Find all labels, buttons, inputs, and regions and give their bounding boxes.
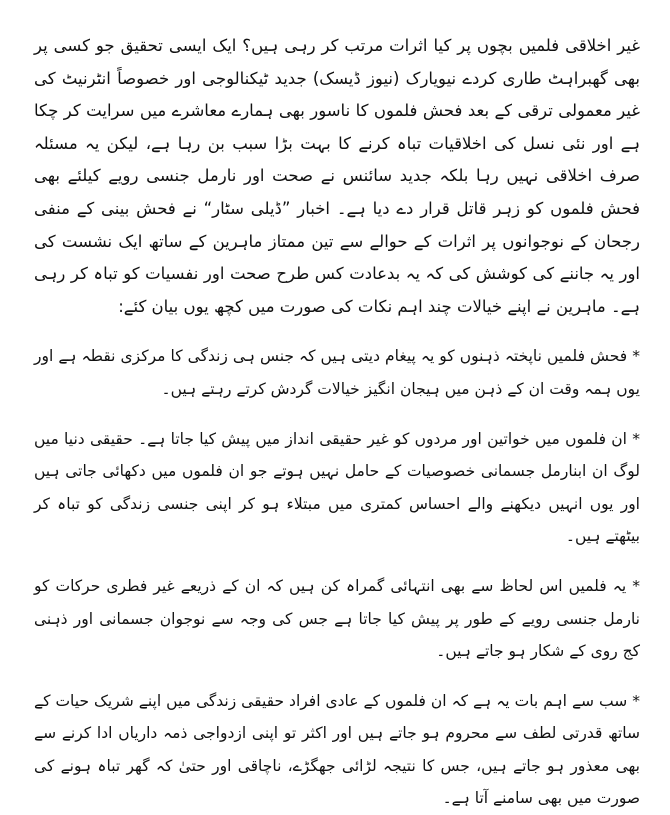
paragraph-spacer (34, 406, 640, 423)
paragraph-spacer (34, 553, 640, 570)
point-1-paragraph: * فحش فلمیں ناپختہ ذہنوں کو یہ پیغام دیتی ہیں کہ جنس ہی زندگی کا مرکزی نقطہ ہے اور یوں ہمہ وقت ان کے ذہن میں ہیجان انگیز خیالات گردش کرتے رہتے ہیں۔ (34, 347, 640, 398)
paragraph-spacer (34, 323, 640, 340)
point-2-paragraph: * ان فلموں میں خواتین اور مردوں کو غیر حقیقی انداز میں پیش کیا جاتا ہے۔ حقیقی دنیا میں لوگ ان ابنارمل جسمانی خصوصیات کے حامل نہیں ہوتے جو ان فلموں میں دکھائی جاتی ہیں اور یوں انہیں دیکھنے والے احساس کمتری میں مبتلاء ہو کر اپنی جنسی زندگی کو تباہ کر بیٹھتے ہیں۔ (34, 429, 640, 546)
article-intro-paragraph: غیر اخلاقی فلمیں بچوں پر کیا اثرات مرتب کر رہی ہیں؟ ایک ایسی تحقیق جو کسی پر بھی گھبراہٹ طاری کردے نیویارک (نیوز ڈیسک) جدید ٹیکنالوجی اور خصوصاً انٹرنیٹ کی غیر معمولی ترقی کے بعد فحش فلموں کا ناسور بھی ہمارے معاشرے میں سرایت کر چکا ہے اور نئی نسل کی اخلاقیات تباہ کرنے کا بہت بڑا سبب بن رہا ہے، لیکن یہ مسئلہ صرف اخلاقی نہیں رہا بلکہ جدید سائنس نے صحت اور نارمل جنسی رویے کیلئے بھی فحش فلموں کو زہر قاتل قرار دے دیا ہے۔ اخبار ”ڈیلی سٹار“ نے فحش بینی کے منفی رجحان کے نوجوانوں پر اثرات کے حوالے سے تین ممتاز ماہرین کے ساتھ ایک نشست کی اور یہ جاننے کی کوشش کی کہ یہ بدعادت کس طرح صحت اور نفسیات کو تباہ کر رہی ہے۔ ماہرین نے اپنے خیالات چند اہم نکات کی صورت میں کچھ یوں بیان کئے: (34, 36, 640, 316)
point-3-paragraph: * یہ فلمیں اس لحاظ سے بھی انتہائی گمراہ کن ہیں کہ ان کے ذریعے غیر فطری حرکات کو نارمل جنسی رویے کے طور پر پیش کیا جاتا ہے جس کی وجہ سے نوجوان جسمانی اور ذہنی کج روی کے شکار ہو جاتے ہیں۔ (34, 576, 640, 661)
point-4-paragraph: * سب سے اہم بات یہ ہے کہ ان فلموں کے عادی افراد حقیقی زندگی میں اپنے شریک حیات کے ساتھ قدرتی لطف سے محروم ہو جاتے ہیں اور اکثر تو اپنی ازدواجی ذمہ داریاں ادا کرنے سے بھی معذور ہو جاتے ہیں، جس کا نتیجہ لڑائی جھگڑے، ناچاقی اور حتیٰ کہ گھر تباہ ہونے کی صورت میں بھی سامنے آتا ہے۔ (34, 691, 640, 808)
paragraph-spacer (34, 668, 640, 685)
